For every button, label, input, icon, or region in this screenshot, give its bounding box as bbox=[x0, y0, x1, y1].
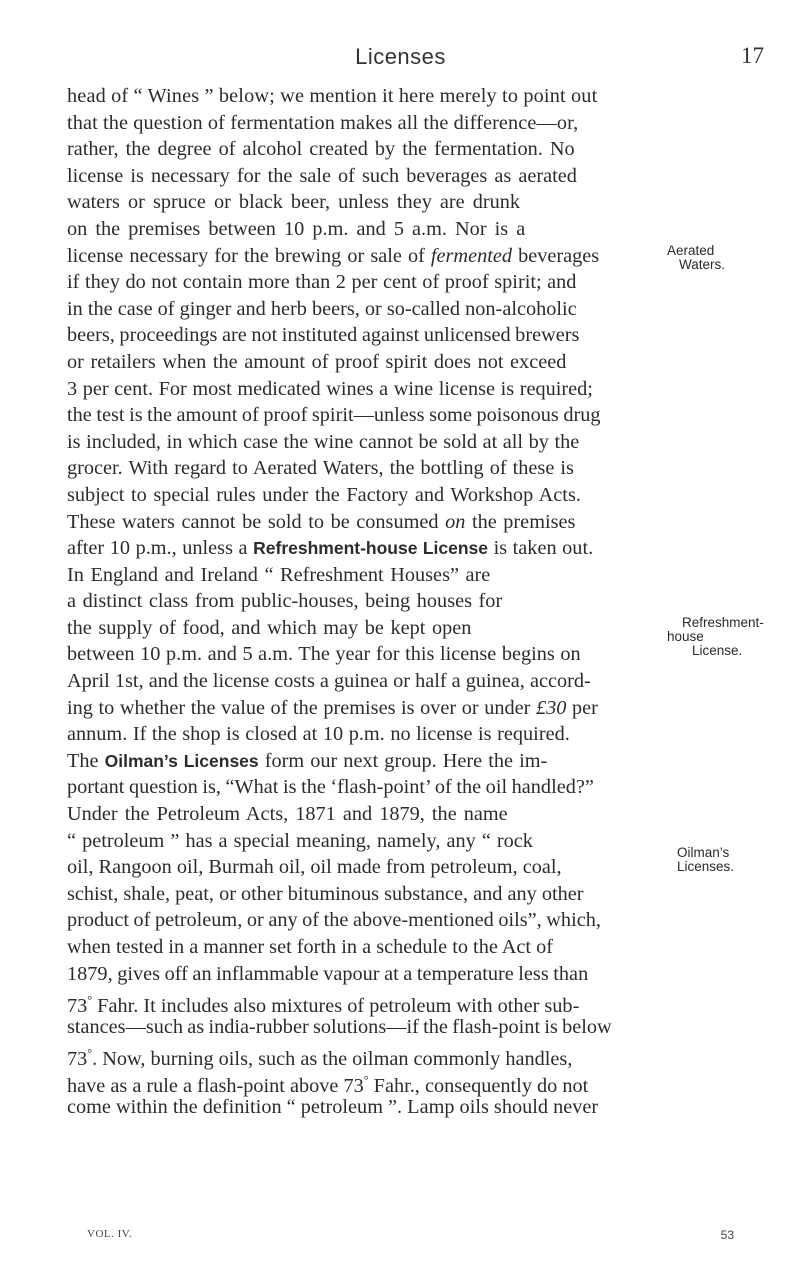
sidenote-line: License. bbox=[692, 643, 743, 658]
signature-mark: 53 bbox=[720, 1228, 734, 1242]
sidenote-line: Licenses. bbox=[677, 859, 735, 874]
text-line: is included, in which case the wine cannot be sold at all by the bbox=[67, 430, 580, 453]
text-line: between 10 p.m. and 5 a.m. The year for this license begins on bbox=[67, 643, 581, 666]
text-line: grocer. With regard to Aerated Waters, the bottling of these is bbox=[67, 457, 574, 480]
text-line: after 10 p.m., unless a Refreshment-house License is taken out. bbox=[67, 537, 594, 560]
sidenote-line: Waters. bbox=[679, 257, 726, 272]
text-line: a distinct class from public-houses, being houses for bbox=[67, 590, 503, 613]
text-line: oil, Rangoon oil, Burmah oil, oil made from petroleum, coal, bbox=[67, 856, 562, 879]
text-line: or retailers when the amount of proof spirit does not exceed bbox=[67, 350, 567, 373]
text-line: head of “ Wines ” below; we mention it here merely to point out bbox=[67, 85, 598, 107]
sidenote-line: house bbox=[667, 629, 704, 644]
page-number: 17 bbox=[741, 43, 764, 68]
text-line: 73° Fahr. It includes also mixtures of petroleum with other sub- bbox=[67, 993, 580, 1017]
text-line: have as a rule a flash-point above 73° Fahr., consequently do not bbox=[67, 1072, 589, 1097]
text-line: 73°. Now, burning oils, such as the oilman commonly handles, bbox=[67, 1046, 573, 1071]
text-line: rather, the degree of alcohol created by the fermentation. No bbox=[67, 138, 575, 161]
body-text bbox=[67, 83, 734, 1120]
text-line: when tested in a manner set forth in a schedule to the Act of bbox=[67, 936, 554, 958]
sidenote-line: Aerated bbox=[667, 243, 715, 258]
text-line: Under the Petroleum Acts, 1871 and 1879, the name bbox=[67, 803, 508, 826]
text-line: license is necessary for the sale of such beverages as aerated bbox=[67, 164, 577, 187]
text-line: annum. If the shop is closed at 10 p.m. no license is required. bbox=[67, 723, 570, 746]
text-line: portant question is, “What is the ‘flash-point’ of the oil handled?” bbox=[67, 776, 594, 799]
volume-mark: VOL. IV. bbox=[87, 1228, 133, 1240]
text-line: the test is the amount of proof spirit—unless some poisonous drug bbox=[67, 404, 601, 427]
sidenote-line: Refreshment- bbox=[682, 615, 764, 630]
text-line: stances—such as india-rubber solutions—if the flash-point is below bbox=[67, 1015, 612, 1038]
text-line: ing to whether the value of the premises is over or under £30 per bbox=[67, 696, 598, 719]
text-line: license necessary for the brewing or sale of fermented beverages bbox=[67, 244, 600, 267]
text-line: on the premises between 10 p.m. and 5 a.m. Nor is a bbox=[67, 217, 526, 240]
running-head-title: Licenses bbox=[355, 44, 446, 69]
text-line: 1879, gives off an inflammable vapour at a temperature less than bbox=[67, 962, 589, 985]
text-line: subject to special rules under the Factory and Workshop Acts. bbox=[67, 483, 581, 506]
text-line: product of petroleum, or any of the above-mentioned oils”, which, bbox=[67, 909, 601, 932]
text-line: the supply of food, and which may be kept open bbox=[67, 616, 472, 639]
text-line: if they do not contain more than 2 per cent of proof spirit; and bbox=[67, 271, 577, 294]
sidenote-oilmans-licenses bbox=[677, 846, 801, 874]
text-line: waters or spruce or black beer, unless they are drunk bbox=[67, 191, 521, 214]
text-line: 3 per cent. For most medicated wines a wine license is required; bbox=[67, 377, 593, 400]
text-line: These waters cannot be sold to be consumed on the premises bbox=[67, 510, 576, 533]
text-line: “ petroleum ” has a special meaning, namely, any “ rock bbox=[67, 829, 533, 852]
text-line: April 1st, and the license costs a guinea or half a guinea, accord- bbox=[67, 670, 591, 693]
text-line: come within the definition “ petroleum ”. Lamp oils should never bbox=[67, 1095, 599, 1118]
sidenote-aerated-waters bbox=[667, 244, 801, 272]
text-line: In England and Ireland “ Refreshment Houses” are bbox=[67, 563, 491, 586]
sidenote-refreshment-house bbox=[667, 616, 801, 658]
text-line: that the question of fermentation makes all the difference—or, bbox=[67, 111, 579, 134]
text-line: in the case of ginger and herb beers, or so-called non-alcoholic bbox=[67, 297, 577, 320]
text-line: The Oilman’s Licenses form our next group. Here the im- bbox=[67, 749, 548, 772]
text-line: beers, proceedings are not instituted against unlicensed brewers bbox=[67, 324, 580, 347]
text-line: schist, shale, peat, or other bituminous substance, and any other bbox=[67, 882, 584, 905]
sidenote-line: Oilman’s bbox=[677, 845, 730, 860]
